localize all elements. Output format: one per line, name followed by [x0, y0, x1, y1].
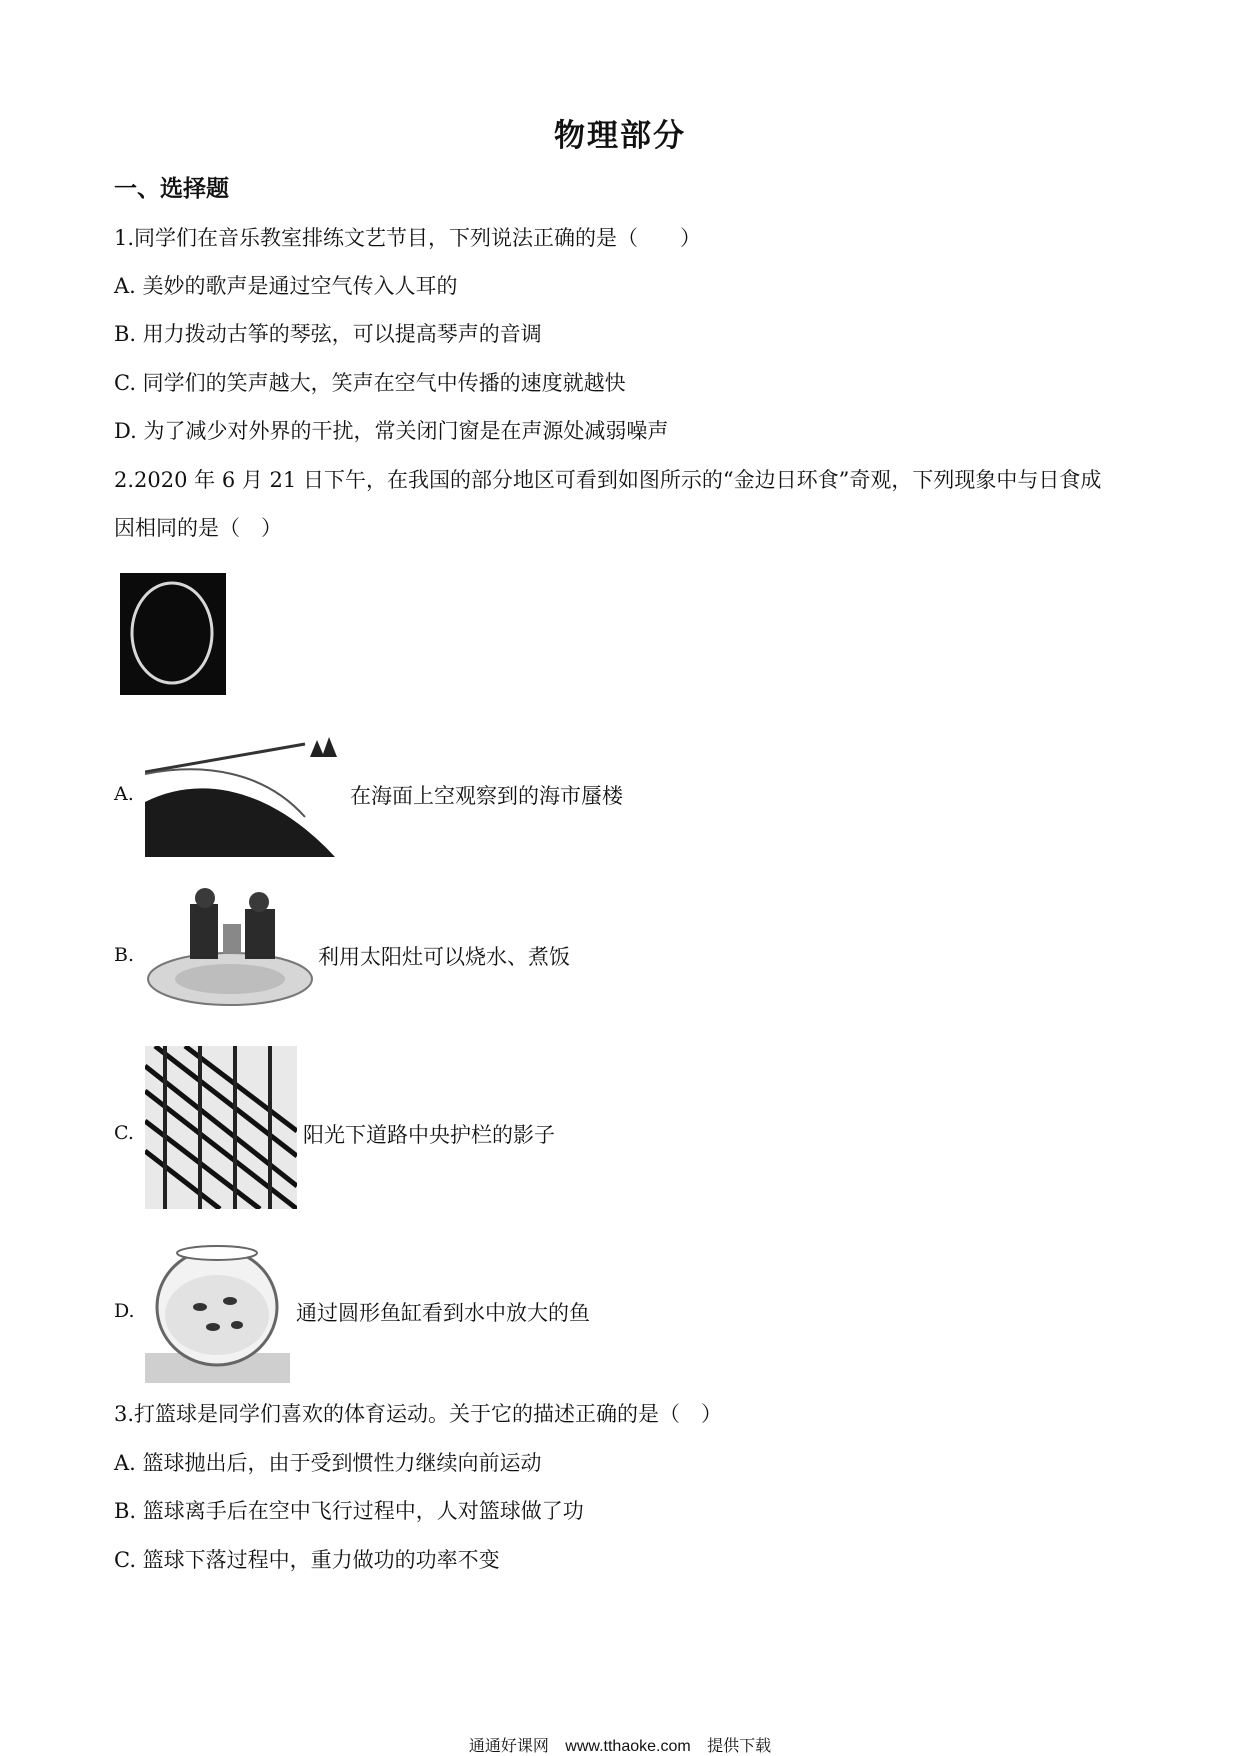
q3-option-b: B. 篮球离手后在空中飞行过程中，人对篮球做了功 — [114, 1499, 584, 1523]
q2-stem-line2: 因相同的是（ ） — [114, 516, 282, 540]
q3-option-c: C. 篮球下落过程中，重力做功的功率不变 — [114, 1548, 500, 1572]
q2-option-a-label: A. — [114, 783, 134, 805]
q2-option-d-text: 通过圆形鱼缸看到水中放大的鱼 — [296, 1301, 590, 1325]
q1-option-d: D. 为了减少对外界的干扰，常关闭门窗是在声源处减弱噪声 — [114, 419, 669, 443]
q1-option-b: B. 用力拨动古筝的琴弦，可以提高琴声的音调 — [114, 322, 542, 346]
q1-option-a: A. 美妙的歌声是通过空气传入人耳的 — [114, 274, 458, 298]
q2-option-c-label: C. — [114, 1122, 134, 1144]
fish-bowl-image — [145, 1235, 290, 1383]
q3-option-a: A. 篮球抛出后，由于受到惯性力继续向前运动 — [114, 1451, 542, 1475]
q2-option-c-text: 阳光下道路中央护栏的影子 — [303, 1123, 555, 1147]
q2-option-b-text: 利用太阳灶可以烧水、煮饭 — [318, 945, 570, 969]
annular-eclipse-image — [120, 573, 226, 695]
guardrail-shadow-image — [145, 1046, 297, 1209]
page-title: 物理部分 — [554, 118, 686, 154]
solar-cooker-image — [145, 884, 315, 1012]
q2-option-d-label: D. — [114, 1300, 135, 1322]
mirage-image — [145, 732, 345, 862]
q1-stem: 1.同学们在音乐教室排练文艺节目，下列说法正确的是（ ） — [114, 226, 702, 250]
footer-site-name: 通通好课网 — [468, 1738, 549, 1755]
page-footer — [0, 1733, 1240, 1756]
footer-url[interactable]: www.tthaoke.com — [565, 1738, 691, 1755]
section-heading: 一、选择题 — [114, 175, 229, 202]
q2-option-a-text: 在海面上空观察到的海市蜃楼 — [350, 784, 623, 808]
q3-stem: 3.打篮球是同学们喜欢的体育运动。关于它的描述正确的是（ ） — [114, 1402, 723, 1426]
q2-stem-line1: 2.2020 年 6 月 21 日下午，在我国的部分地区可看到如图所示的“金边日环食”奇观，下列现象中与日食成 — [114, 468, 1102, 492]
footer-note: 提供下载 — [707, 1738, 772, 1755]
q2-option-b-label: B. — [114, 944, 135, 966]
q1-option-c: C. 同学们的笑声越大，笑声在空气中传播的速度就越快 — [114, 371, 626, 395]
